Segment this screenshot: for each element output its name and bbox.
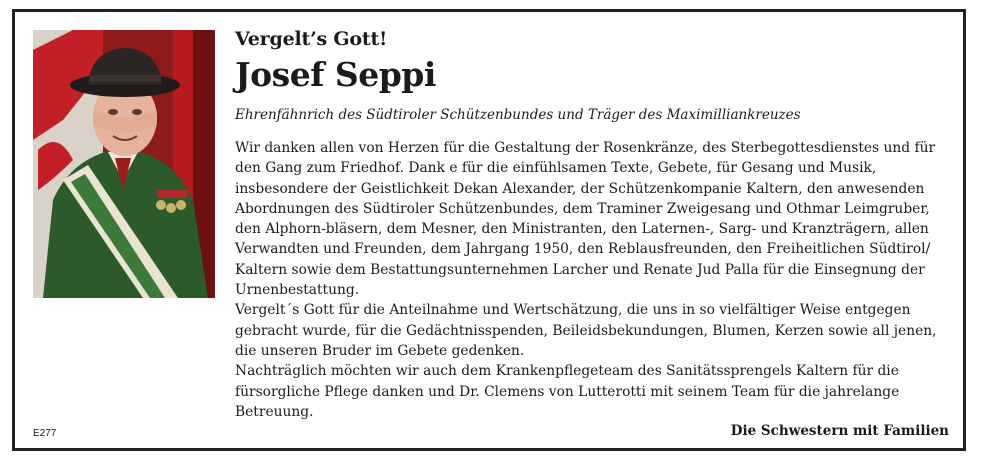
notice-frame <box>12 9 966 451</box>
ad-code: E277 <box>33 428 57 439</box>
paragraph: Wir danken allen von Herzen für die Gestaltung der Rosenkränze, des Sterbegottesdienstes und für den Gang zum Friedhof. Dank e für die einfühlsamen Texte, Gebete, für Gesang und Musik, insbesondere der Geistlichkeit Dekan Alexander, der Schützenkompanie Kaltern, den anwesenden Abordnungen des Südtiroler Schützenbundes, dem Traminer Zweigesang und Othmar Leimgruber, den Alphorn-bläsern, dem Mesner, den Ministranten, den Laternen-, Sarg- und Kranzträgern, allen Verwandten und Freunden, dem Jahrgang 1950, den Reblausfreunden, den Freiheitlichen Südtirol/ Kaltern sowie dem Bestattungsunternehmen Larcher und Renate Jud Palla für die Einsegnung der Urnenbestattung. <box>235 140 936 299</box>
deceased-name: Josef Seppi <box>235 55 436 94</box>
paragraph: Vergelt´s Gott für die Anteilnahme und Wertschätzung, die uns in so vielfältiger Weise entgegen gebracht wurde, für die Gedächtnisspenden, Beileidsbekundungen, Blumen, Kerzen sowie all jenen, die unseren Bruder im Gebete gedenken. <box>235 302 937 359</box>
paragraph: Nachträglich möchten wir auch dem Krankenpflegeteam des Sanitätssprengels Kaltern für die fürsorgliche Pflege danken und Dr. Clemens von Lutterotti mit seinem Team für die jahrelange Betreuung. <box>235 363 900 420</box>
signature: Die Schwestern mit Familien <box>730 423 949 439</box>
heading: Vergelt’s Gott! <box>235 28 388 50</box>
portrait-photo <box>33 30 215 298</box>
body-text <box>235 138 957 422</box>
subtitle: Ehrenfähnrich des Südtiroler Schützenbundes und Träger des Maximilliankreuzes <box>235 107 801 123</box>
